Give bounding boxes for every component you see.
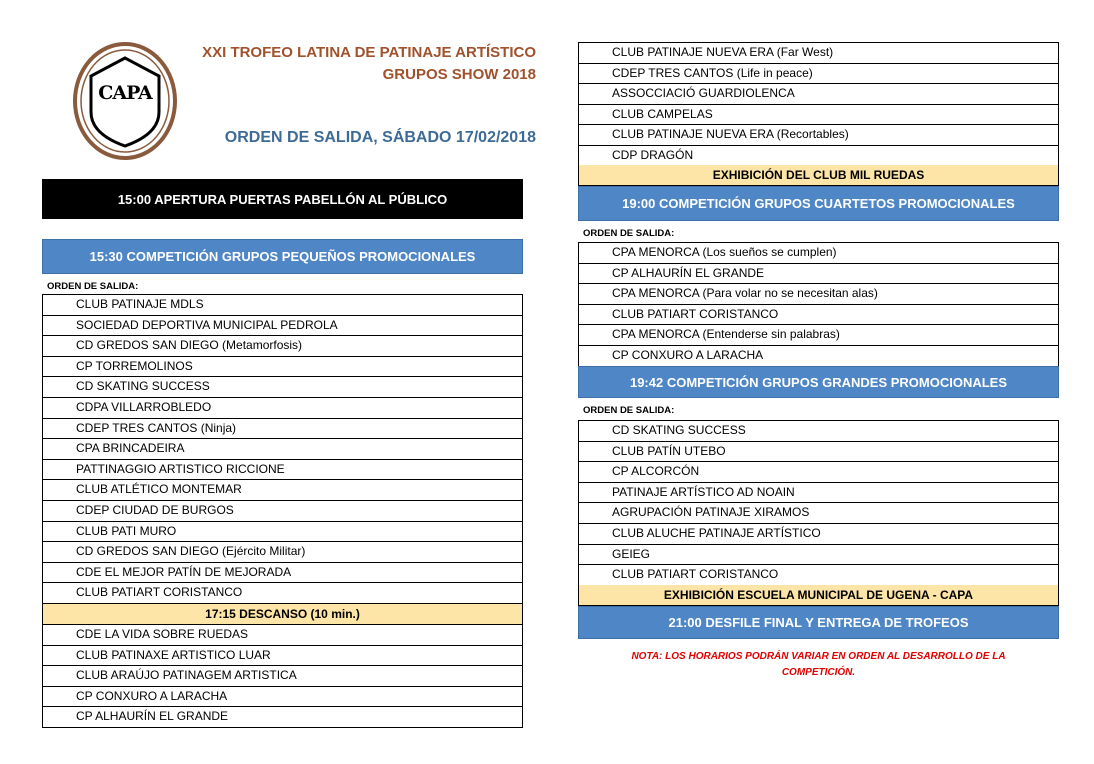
- list-item: SOCIEDAD DEPORTIVA MUNICIPAL PEDROLA: [43, 316, 522, 337]
- list-item: PATTINAGGIO ARTISTICO RICCIONE: [43, 460, 522, 481]
- list-item: CPA MENORCA (Entenderse sin palabras): [579, 325, 1058, 346]
- list-item: ASSOCCIACIÓ GUARDIOLENCA: [579, 84, 1058, 105]
- list-item: CLUB ALUCHE PATINAJE ARTÍSTICO: [579, 524, 1058, 545]
- note-line-1: NOTA: LOS HORARIOS PODRÁN VARIAR EN ORDEN AL DESARROLLO DE LA: [631, 651, 1006, 662]
- list-item: CLUB PATIART CORISTANCO: [579, 305, 1058, 326]
- orden-label: ORDEN DE SALIDA:: [47, 281, 139, 292]
- list-item: CLUB CAMPELAS: [579, 105, 1058, 126]
- list-item: CPA BRINCADEIRA: [43, 439, 522, 460]
- list-item: CDE EL MEJOR PATÍN DE MEJORADA: [43, 563, 522, 584]
- list-item: CPA MENORCA (Los sueños se cumplen): [579, 243, 1058, 264]
- right-list-1: [578, 42, 1059, 167]
- list-item: CDE LA VIDA SOBRE RUEDAS: [43, 625, 522, 646]
- list-item: CDEP CIUDAD DE BURGOS: [43, 501, 522, 522]
- list-item: CLUB PATINAXE ARTISTICO LUAR: [43, 646, 522, 667]
- exhibition-mil-ruedas: EXHIBICIÓN DEL CLUB MIL RUEDAS: [578, 165, 1059, 186]
- page-subtitle: ORDEN DE SALIDA, SÁBADO 17/02/2018: [224, 129, 536, 146]
- list-item: CD GREDOS SAN DIEGO (Ejército Militar): [43, 542, 522, 563]
- list-item: CLUB PATI MURO: [43, 522, 522, 543]
- orden-label-3: ORDEN DE SALIDA:: [583, 405, 675, 416]
- logo-text: CAPA: [98, 82, 152, 104]
- right-list-3: [578, 420, 1059, 586]
- list-item: CLUB PATIART CORISTANCO: [43, 583, 522, 604]
- break-banner: 17:15 DESCANSO (10 min.): [42, 604, 523, 625]
- note: [578, 649, 1059, 681]
- list-item: CP ALCORCÓN: [579, 462, 1058, 483]
- final-banner: 21:00 DESFILE FINAL Y ENTREGA DE TROFEOS: [578, 606, 1059, 639]
- list-item: CPA MENORCA (Para volar no se necesitan alas): [579, 284, 1058, 305]
- title-line-2: GRUPOS SHOW 2018: [382, 66, 536, 83]
- left-list-1: [42, 294, 523, 604]
- section-title-small-groups: 15:30 COMPETICIÓN GRUPOS PEQUEÑOS PROMOCIONALES: [42, 239, 523, 274]
- list-item: GEIEG: [579, 545, 1058, 566]
- capa-logo: [73, 42, 177, 160]
- opening-banner: 15:00 APERTURA PUERTAS PABELLÓN AL PÚBLICO: [42, 179, 523, 219]
- list-item: CLUB PATÍN UTEBO: [579, 442, 1058, 463]
- list-item: CLUB PATINAJE NUEVA ERA (Recortables): [579, 125, 1058, 146]
- list-item: CP CONXURO A LARACHA: [579, 346, 1058, 367]
- list-item: CLUB ATLÉTICO MONTEMAR: [43, 480, 522, 501]
- list-item: CD SKATING SUCCESS: [579, 421, 1058, 442]
- list-item: CLUB ARAÚJO PATINAGEM ARTISTICA: [43, 666, 522, 687]
- list-item: CP TORREMOLINOS: [43, 357, 522, 378]
- left-list-2: [42, 625, 523, 728]
- list-item: CLUB PATIART CORISTANCO: [579, 565, 1058, 586]
- note-line-2: COMPETICIÓN.: [781, 667, 856, 678]
- section-title-quartets: 19:00 COMPETICIÓN GRUPOS CUARTETOS PROMOCIONALES: [578, 186, 1059, 221]
- list-item: CD SKATING SUCCESS: [43, 377, 522, 398]
- list-item: CDEP TRES CANTOS (Life in peace): [579, 64, 1058, 85]
- right-list-2: [578, 242, 1059, 367]
- list-item: CP CONXURO A LARACHA: [43, 687, 522, 708]
- list-item: CP ALHAURÍN EL GRANDE: [43, 707, 522, 728]
- list-item: CP ALHAURÍN EL GRANDE: [579, 264, 1058, 285]
- title-line-1: XXI TROFEO LATINA DE PATINAJE ARTÍSTICO: [202, 44, 536, 61]
- list-item: CD GREDOS SAN DIEGO (Metamorfosis): [43, 336, 522, 357]
- list-item: CLUB PATINAJE NUEVA ERA (Far West): [579, 43, 1058, 64]
- list-item: CLUB PATINAJE MDLS: [43, 295, 522, 316]
- list-item: CDP DRAGÓN: [579, 146, 1058, 167]
- list-item: PATINAJE ARTÍSTICO AD NOAIN: [579, 483, 1058, 504]
- exhibition-ugena: EXHIBICIÓN ESCUELA MUNICIPAL DE UGENA - CAPA: [578, 585, 1059, 606]
- list-item: CDEP TRES CANTOS (Ninja): [43, 419, 522, 440]
- orden-label-2: ORDEN DE SALIDA:: [583, 228, 675, 239]
- list-item: AGRUPACIÓN PATINAJE XIRAMOS: [579, 503, 1058, 524]
- list-item: CDPA VILLARROBLEDO: [43, 398, 522, 419]
- section-title-large-groups: 19:42 COMPETICIÓN GRUPOS GRANDES PROMOCIONALES: [578, 366, 1059, 398]
